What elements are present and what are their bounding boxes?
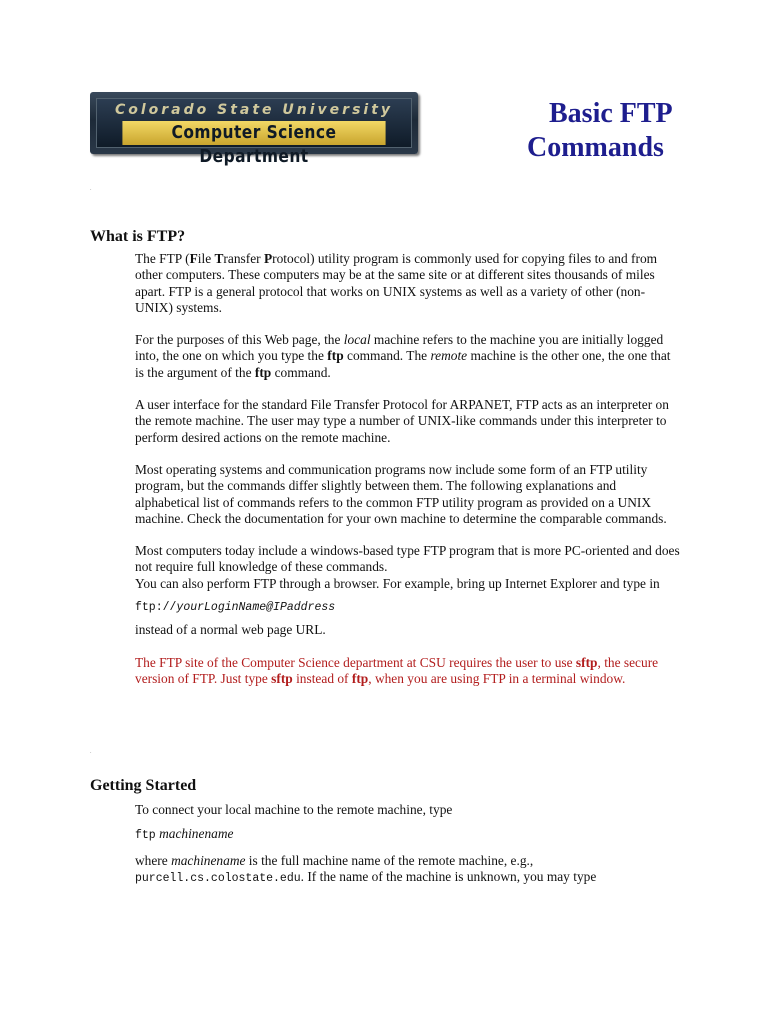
italic-text: machinename [171, 852, 246, 868]
getting-started-body [135, 802, 680, 903]
sftp-notice [135, 655, 680, 688]
text: , when you are using FTP in a terminal window. [368, 670, 626, 686]
italic-text: remote [430, 348, 468, 364]
heading-getting-started: Getting Started [90, 777, 197, 794]
browser-ftp-url-example [135, 598, 680, 616]
csu-cs-logo [90, 92, 418, 167]
code-text: purcell.cs.colostate.edu [135, 871, 301, 885]
paragraph-ftp-definition [135, 251, 680, 316]
text: ile [197, 251, 215, 266]
text: is the full machine name of the remote machine, e.g., [245, 852, 534, 868]
page-title [527, 97, 727, 165]
italic-text: local [343, 332, 371, 348]
text: command. [271, 364, 331, 380]
bold-text: ftp [327, 348, 344, 364]
logo-frame [96, 98, 412, 167]
text: You can also perform FTP through a browser. For example, bring up Internet Explorer and type in [135, 575, 660, 591]
bold-text: P [263, 251, 273, 266]
logo-university-name: Colorado State University [114, 102, 394, 118]
page-title-line1: Basic FTP [549, 98, 673, 129]
paragraph-instead-of-url: instead of a normal web page URL. [135, 622, 326, 638]
text: machine is the other one, the one that is the argument of the [135, 348, 671, 380]
text: For the purposes of this Web page, the [135, 332, 344, 348]
bold-text: sftp [271, 670, 293, 686]
ftp-command-example [135, 826, 680, 844]
text: machine refers to the machine you are initially logged into, the one on which you type the [135, 332, 664, 364]
page-title-line2: Commands [527, 132, 664, 163]
paragraph-local-remote [135, 332, 680, 381]
text: Most computers today include a windows-based type FTP program that is more PC-oriented and does not require full knowledge of these commands. [135, 543, 680, 575]
logo-department-name: Computer Science Department [122, 121, 385, 145]
text: , the secure version of FTP. Just type [135, 654, 659, 686]
paragraph-arpanet: A user interface for the standard File Transfer Protocol for ARPANET, FTP acts as an interpreter on the remote machine. The user may type a number of UNIX-like commands under this interpreter to perform desired actions on the remote machine. [135, 397, 669, 445]
paragraph-machinename [135, 853, 680, 888]
paragraph-connect: To connect your local machine to the remote machine, type [135, 802, 453, 817]
text: The FTP ( [135, 251, 190, 266]
text: . If the name of the machine is unknown, you may type [300, 868, 597, 884]
bold-text: sftp [575, 654, 598, 670]
text: rotocol) utility program is commonly used for copying files to and from other computers. These computers may be at the same site or at different sites thousands of miles apart. FTP is a general protocol that works on UNIX systems as well as a variety of other (non-UNIX) systems. [135, 251, 658, 315]
text: instead of [292, 670, 352, 686]
separator-dot: . [90, 186, 92, 192]
bold-text: ftp [351, 670, 369, 686]
code-text: ftp [135, 829, 156, 843]
paragraph-windows-browser [135, 543, 680, 592]
code-italic-text: yourLoginName@IPaddress [176, 601, 336, 615]
bold-text: F [189, 251, 198, 266]
separator-dot: . [90, 749, 92, 755]
paragraph-operating-systems: Most operating systems and communication programs now include some form of an FTP utility program, but the commands differ slightly between them. The following explanations and alphabetical list of commands refers to the common FTP utility program as provided on a UNIX machine. Check the documentation for your own machine to determine the comparable commands. [135, 461, 667, 526]
text: ransfer [223, 251, 264, 266]
text: The FTP site of the Computer Science department at CSU requires the user to use [135, 654, 576, 670]
heading-what-is-ftp: What is FTP? [90, 228, 186, 245]
italic-text: machinename [159, 826, 234, 842]
what-is-ftp-body [135, 251, 680, 703]
bold-text: ftp [254, 364, 272, 380]
code-text: ftp:// [135, 601, 177, 615]
text: command. The [343, 348, 431, 364]
bold-text: T [214, 251, 224, 266]
text: where [135, 852, 172, 868]
